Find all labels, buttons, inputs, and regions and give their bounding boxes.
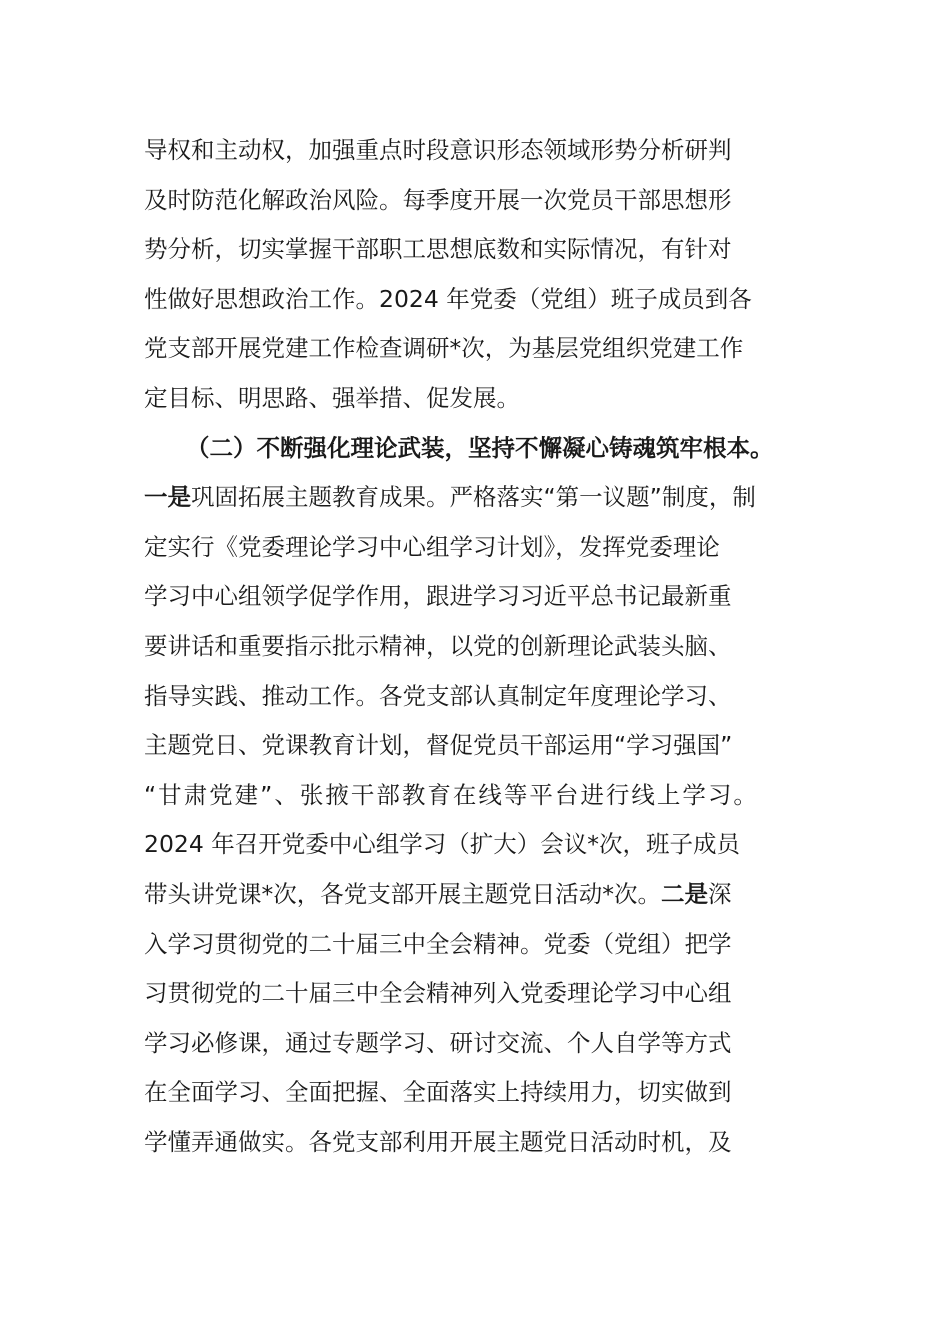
bold-lead: 二是	[661, 879, 708, 908]
text-line	[144, 1019, 816, 1069]
text-segment: 深	[708, 879, 732, 908]
text-line	[144, 870, 816, 920]
text-line	[144, 176, 816, 226]
text-line	[144, 126, 816, 176]
text-segment: 2024 年召开党委中心组学习（扩大）会议*次，班子成员	[144, 830, 741, 859]
text-line	[144, 721, 816, 771]
bold-lead: 一是	[144, 483, 191, 512]
text-segment: 党支部开展党建工作检查调研*次，为基层党组织党建工作	[144, 334, 744, 363]
text-segment: 势分析，切实掌握干部职工思想底数和实际情况，有针对	[144, 235, 732, 264]
text-line	[144, 969, 816, 1019]
text-line	[144, 1118, 816, 1168]
text-segment: 定目标、明思路、强举措、促发展。	[144, 383, 520, 412]
text-line	[144, 771, 816, 821]
text-segment: “甘肃党建”、张掖干部教育在线等平台进行线上学习。	[144, 780, 759, 809]
text-line	[144, 1068, 816, 1118]
text-segment: 带头讲党课*次，各党支部开展主题党日活动*次。	[144, 879, 661, 908]
text-segment: 学懂弄通做实。各党支部利用开展主题党日活动时机，及	[144, 1127, 732, 1156]
text-segment: 导权和主动权，加强重点时段意识形态领域形势分析研判	[144, 136, 732, 164]
text-segment: 性做好思想政治工作。2024 年党委（党组）班子成员到各	[144, 284, 752, 313]
text-line	[144, 672, 816, 722]
text-segment: 学习必修课，通过专题学习、研讨交流、个人自学等方式	[144, 1028, 732, 1057]
text-line	[144, 622, 816, 672]
text-line	[144, 275, 816, 325]
text-segment: 在全面学习、全面把握、全面落实上持续用力，切实做到	[144, 1078, 732, 1107]
text-segment: 及时防范化解政治风险。每季度开展一次党员干部思想形	[144, 185, 732, 214]
text-segment: 入学习贯彻党的二十届三中全会精神。党委（党组）把学	[144, 929, 732, 958]
text-line	[144, 374, 816, 424]
text-segment: 巩固拓展主题教育成果。严格落实“第一议题”制度，制	[191, 483, 756, 512]
section-heading	[144, 424, 816, 474]
text-line	[144, 820, 816, 870]
text-line	[144, 572, 816, 622]
text-line	[144, 920, 816, 970]
text-line	[144, 225, 816, 275]
section-heading-text: （二）不断强化理论武装，坚持不懈凝心铸魂筑牢根本。	[186, 433, 774, 462]
body-text	[144, 126, 816, 1167]
text-segment: 定实行《党委理论学习中心组学习计划》，发挥党委理论	[144, 532, 720, 561]
text-segment: 要讲话和重要指示批示精神，以党的创新理论武装头脑、	[144, 631, 732, 660]
text-segment: 主题党日、党课教育计划，督促党员干部运用“学习强国”	[144, 731, 733, 760]
text-line	[144, 324, 816, 374]
text-segment: 学习中心组领学促学作用，跟进学习习近平总书记最新重	[144, 582, 732, 611]
text-line	[144, 473, 816, 523]
text-segment: 指导实践、推动工作。各党支部认真制定年度理论学习、	[144, 681, 732, 710]
text-line	[144, 523, 816, 573]
text-segment: 习贯彻党的二十届三中全会精神列入党委理论学习中心组	[144, 979, 732, 1008]
